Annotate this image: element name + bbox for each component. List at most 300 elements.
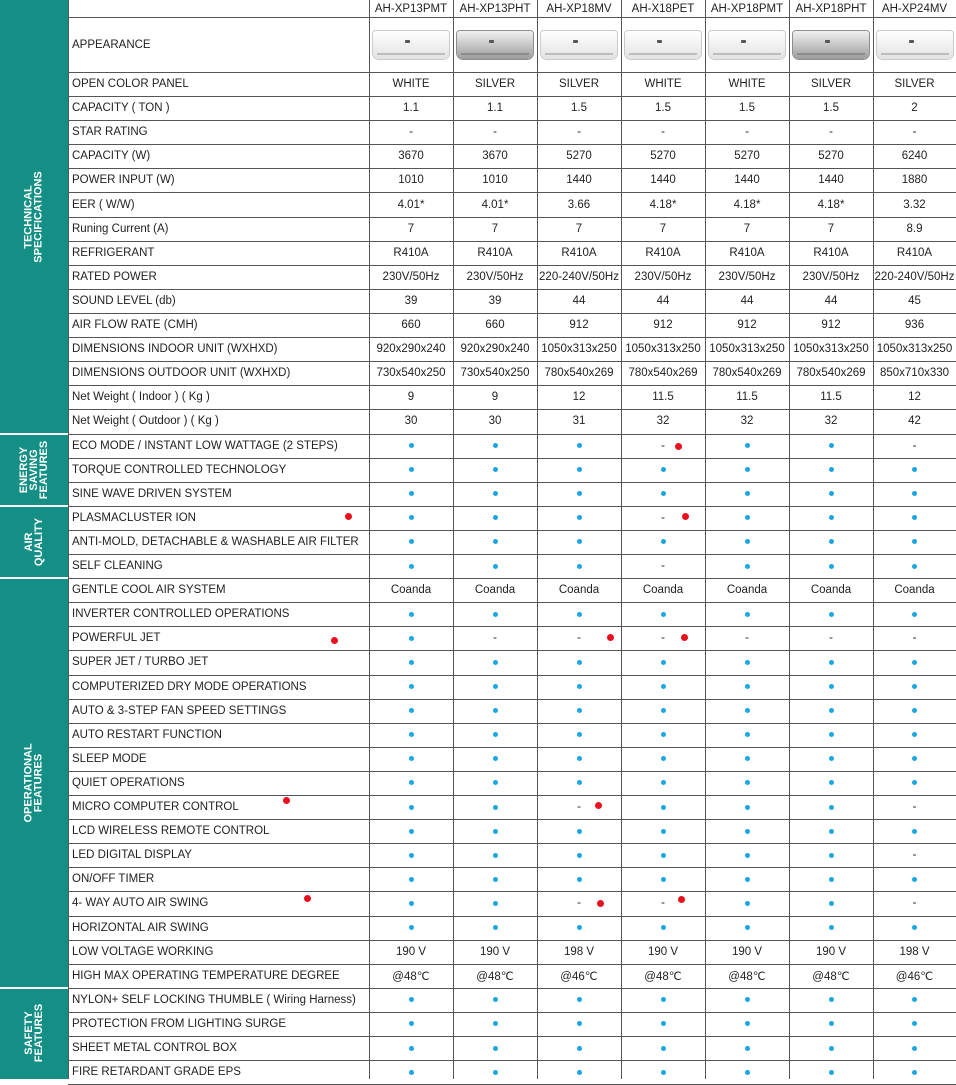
value-cell — [789, 650, 873, 674]
feature-available-dot — [661, 539, 666, 544]
feature-available-dot — [661, 684, 666, 689]
value-cell — [789, 506, 873, 530]
feature-label: NYLON+ SELF LOCKING THUMBLE ( Wiring Harness) — [72, 993, 356, 1006]
feature-label: AIR FLOW RATE (CMH) — [72, 319, 198, 332]
value-cell: 920x290x240 — [376, 343, 446, 356]
value-cell: 9 — [491, 391, 499, 404]
feature-available-dot — [829, 1046, 834, 1051]
value-cell — [369, 675, 453, 699]
value-cell: - — [829, 632, 833, 645]
section-label-text: OPERATIONAL FEATURES — [23, 743, 46, 823]
value-cell — [453, 795, 537, 819]
value-cell — [705, 771, 789, 795]
value-cell — [621, 988, 705, 1012]
feature-label: SELF CLEANING — [72, 560, 163, 573]
value-cell: Coanda — [810, 584, 852, 597]
feature-available-dot — [745, 684, 750, 689]
feature-available-dot — [912, 1070, 917, 1075]
value-cell: - — [493, 632, 497, 645]
value-cell — [369, 699, 453, 723]
value-cell — [705, 867, 789, 891]
feature-available-dot — [745, 901, 750, 906]
value-cell: 190 V — [731, 945, 763, 958]
feature-available-dot — [577, 443, 582, 448]
value-cell — [789, 843, 873, 867]
value-cell: R410A — [729, 246, 765, 259]
feature-available-dot — [493, 467, 498, 472]
value-cell — [369, 482, 453, 506]
appearance-cell — [705, 17, 789, 72]
appearance-cell — [621, 17, 705, 72]
feature-available-dot — [493, 780, 498, 785]
value-cell: 730x540x250 — [460, 367, 530, 380]
value-cell — [873, 1012, 956, 1036]
value-cell: - — [661, 511, 665, 524]
feature-label: LED DIGITAL DISPLAY — [72, 849, 192, 862]
value-cell — [789, 1036, 873, 1060]
feature-label: INVERTER CONTROLLED OPERATIONS — [72, 608, 290, 621]
value-cell: 190 V — [647, 945, 679, 958]
value-cell: 1.1 — [487, 102, 503, 115]
feature-available-dot — [829, 925, 834, 930]
feature-available-dot — [493, 829, 498, 834]
feature-available-dot — [409, 467, 414, 472]
feature-available-dot — [409, 780, 414, 785]
value-cell — [369, 626, 453, 650]
feature-available-dot — [912, 612, 917, 617]
feature-available-dot — [577, 853, 582, 858]
value-cell — [537, 602, 621, 626]
feature-available-dot — [409, 877, 414, 882]
annotation-mark — [682, 513, 689, 520]
annotation-mark — [595, 802, 602, 809]
annotation-mark — [304, 895, 311, 902]
feature-available-dot — [577, 756, 582, 761]
value-cell: 1.5 — [655, 102, 671, 115]
feature-label: STAR RATING — [72, 126, 148, 139]
value-cell — [705, 458, 789, 482]
air-conditioner-unit-icon — [709, 31, 785, 59]
feature-available-dot — [577, 467, 582, 472]
feature-label: CAPACITY ( TON ) — [72, 102, 170, 115]
feature-available-dot — [409, 805, 414, 810]
value-cell: 1.5 — [739, 102, 755, 115]
feature-available-dot — [577, 539, 582, 544]
value-cell — [705, 916, 789, 940]
feature-available-dot — [493, 539, 498, 544]
value-cell: - — [745, 632, 749, 645]
value-cell: SILVER — [810, 78, 852, 91]
feature-available-dot — [745, 877, 750, 882]
value-cell — [873, 747, 956, 771]
value-cell: 44 — [572, 294, 586, 307]
feature-available-dot — [829, 829, 834, 834]
section-label — [0, 434, 68, 506]
value-cell — [369, 1012, 453, 1036]
value-cell: 44 — [656, 294, 670, 307]
value-cell: 1050x313x250 — [793, 343, 869, 356]
feature-available-dot — [829, 1021, 834, 1026]
feature-available-dot — [493, 1021, 498, 1026]
feature-label: PLASMACLUSTER ION — [72, 511, 196, 524]
feature-available-dot — [493, 997, 498, 1002]
value-cell: 1440 — [650, 174, 676, 187]
feature-available-dot — [493, 1046, 498, 1051]
feature-available-dot — [493, 684, 498, 689]
feature-label: Runing Current (A) — [72, 222, 169, 235]
value-cell — [705, 650, 789, 674]
feature-label: Net Weight ( Outdoor ) ( Kg ) — [72, 415, 219, 428]
value-cell: 230V/50Hz — [466, 270, 524, 283]
value-cell — [369, 458, 453, 482]
value-cell — [369, 506, 453, 530]
value-cell: @48℃ — [392, 970, 430, 983]
value-cell — [537, 1012, 621, 1036]
value-cell — [873, 819, 956, 843]
value-cell: 730x540x250 — [376, 367, 446, 380]
value-cell — [369, 771, 453, 795]
feature-available-dot — [661, 780, 666, 785]
feature-label: LOW VOLTAGE WORKING — [72, 945, 214, 958]
feature-available-dot — [577, 708, 582, 713]
value-cell — [453, 699, 537, 723]
value-cell — [453, 843, 537, 867]
feature-available-dot — [493, 660, 498, 665]
value-cell — [705, 988, 789, 1012]
feature-available-dot — [912, 829, 917, 834]
feature-available-dot — [912, 925, 917, 930]
value-cell — [537, 1060, 621, 1084]
value-cell: 1050x313x250 — [625, 343, 701, 356]
feature-available-dot — [661, 1021, 666, 1026]
value-cell: 936 — [904, 319, 925, 332]
value-cell — [621, 1012, 705, 1036]
feature-available-dot — [577, 564, 582, 569]
value-cell: 1.5 — [571, 102, 587, 115]
value-cell: 190 V — [479, 945, 511, 958]
feature-label: SHEET METAL CONTROL BOX — [72, 1042, 237, 1055]
value-cell: 1010 — [482, 174, 508, 187]
value-cell: 3.66 — [567, 198, 591, 211]
feature-available-dot — [577, 925, 582, 930]
feature-available-dot — [493, 443, 498, 448]
feature-available-dot — [912, 780, 917, 785]
value-cell — [453, 554, 537, 578]
value-cell: 7 — [407, 222, 415, 235]
feature-label: RATED POWER — [72, 270, 157, 283]
value-cell — [789, 458, 873, 482]
value-cell — [789, 867, 873, 891]
feature-available-dot — [829, 877, 834, 882]
value-cell — [789, 916, 873, 940]
feature-available-dot — [912, 997, 917, 1002]
value-cell: - — [409, 126, 413, 139]
model-header: AH-X18PET — [631, 2, 695, 15]
feature-label: POWERFUL JET — [72, 632, 161, 645]
feature-available-dot — [577, 612, 582, 617]
feature-available-dot — [493, 515, 498, 520]
annotation-mark — [283, 797, 290, 804]
feature-available-dot — [829, 756, 834, 761]
value-cell: 5270 — [818, 150, 844, 163]
value-cell — [705, 554, 789, 578]
value-cell — [369, 747, 453, 771]
value-cell — [369, 602, 453, 626]
feature-available-dot — [577, 660, 582, 665]
value-cell — [369, 650, 453, 674]
value-cell — [873, 458, 956, 482]
value-cell — [705, 434, 789, 458]
value-cell: R410A — [477, 246, 513, 259]
value-cell — [537, 747, 621, 771]
appearance-cell — [789, 17, 873, 72]
value-cell: 920x290x240 — [460, 343, 530, 356]
value-cell — [705, 843, 789, 867]
unit-display-led — [573, 40, 578, 43]
value-cell: 11.5 — [820, 391, 842, 404]
feature-available-dot — [409, 660, 414, 665]
feature-available-dot — [745, 564, 750, 569]
feature-available-dot — [912, 515, 917, 520]
feature-label: GENTLE COOL AIR SYSTEM — [72, 584, 226, 597]
annotation-mark — [678, 896, 685, 903]
feature-available-dot — [912, 467, 917, 472]
value-cell — [705, 891, 789, 915]
value-cell: R410A — [645, 246, 681, 259]
value-cell — [789, 602, 873, 626]
value-cell: 2 — [911, 102, 918, 115]
value-cell: 45 — [908, 294, 921, 307]
feature-available-dot — [577, 732, 582, 737]
value-cell — [537, 988, 621, 1012]
value-cell: 230V/50Hz — [718, 270, 776, 283]
feature-available-dot — [912, 564, 917, 569]
value-cell — [369, 891, 453, 915]
feature-label: SINE WAVE DRIVEN SYSTEM — [72, 487, 232, 500]
value-cell — [369, 530, 453, 554]
unit-display-led — [405, 40, 410, 43]
feature-label: AUTO RESTART FUNCTION — [72, 728, 222, 741]
air-conditioner-unit-icon — [877, 31, 953, 59]
feature-available-dot — [745, 660, 750, 665]
feature-available-dot — [745, 1046, 750, 1051]
feature-label: DIMENSIONS OUTDOOR UNIT (WXHXD) — [72, 367, 291, 380]
value-cell: R410A — [393, 246, 429, 259]
feature-available-dot — [493, 564, 498, 569]
feature-label: SLEEP MODE — [72, 752, 147, 765]
value-cell — [873, 699, 956, 723]
value-cell: 1440 — [734, 174, 760, 187]
value-cell — [537, 650, 621, 674]
air-conditioner-unit-icon — [541, 31, 617, 59]
value-cell: - — [912, 801, 917, 814]
value-cell: 6240 — [901, 150, 928, 163]
feature-label: HORIZONTAL AIR SWING — [72, 921, 209, 934]
air-conditioner-unit-icon — [625, 31, 701, 59]
feature-available-dot — [409, 853, 414, 858]
value-cell: Coanda — [558, 584, 600, 597]
feature-available-dot — [661, 612, 666, 617]
value-cell: 39 — [404, 294, 418, 307]
value-cell: 3.32 — [903, 198, 926, 211]
value-cell — [453, 916, 537, 940]
value-cell — [453, 819, 537, 843]
feature-available-dot — [409, 491, 414, 496]
feature-label: MICRO COMPUTER CONTROL — [72, 801, 239, 814]
feature-available-dot — [409, 925, 414, 930]
value-cell: 4.18* — [733, 198, 761, 211]
value-cell: Coanda — [726, 584, 768, 597]
value-cell — [873, 554, 956, 578]
feature-available-dot — [745, 756, 750, 761]
value-cell — [621, 1060, 705, 1084]
value-cell: 1050x313x250 — [876, 343, 953, 356]
feature-available-dot — [829, 539, 834, 544]
value-cell — [453, 988, 537, 1012]
feature-available-dot — [829, 564, 834, 569]
feature-label: 4- WAY AUTO AIR SWING — [72, 897, 209, 910]
value-cell: Coanda — [390, 584, 432, 597]
feature-available-dot — [912, 684, 917, 689]
value-cell — [537, 506, 621, 530]
feature-available-dot — [409, 997, 414, 1002]
value-cell: 42 — [908, 415, 921, 428]
value-cell — [453, 506, 537, 530]
annotation-mark — [597, 900, 604, 907]
feature-available-dot — [409, 684, 414, 689]
section-label — [0, 578, 68, 988]
value-cell: 1.1 — [403, 102, 419, 115]
value-cell — [873, 602, 956, 626]
value-cell: 198 V — [899, 945, 930, 958]
value-cell — [453, 891, 537, 915]
value-cell: 780x540x269 — [712, 367, 782, 380]
feature-available-dot — [409, 612, 414, 617]
value-cell — [789, 699, 873, 723]
feature-available-dot — [577, 684, 582, 689]
value-cell — [369, 1060, 453, 1084]
value-cell: 8.9 — [906, 222, 923, 235]
feature-label: ON/OFF TIMER — [72, 873, 155, 886]
value-cell — [705, 723, 789, 747]
value-cell: - — [912, 849, 917, 862]
annotation-mark — [345, 513, 352, 520]
value-cell: 7 — [491, 222, 499, 235]
value-cell: 230V/50Hz — [802, 270, 860, 283]
feature-available-dot — [745, 467, 750, 472]
value-cell — [621, 771, 705, 795]
feature-available-dot — [912, 1021, 917, 1026]
value-cell: 780x540x269 — [628, 367, 698, 380]
value-cell — [369, 988, 453, 1012]
value-cell: @48℃ — [644, 970, 682, 983]
feature-available-dot — [745, 515, 750, 520]
value-cell — [789, 723, 873, 747]
feature-available-dot — [661, 997, 666, 1002]
appearance-cell — [369, 17, 453, 72]
value-cell: 9 — [407, 391, 415, 404]
value-cell — [453, 867, 537, 891]
section-label-text: SAFETY FEATURES — [23, 1004, 45, 1063]
value-cell — [621, 458, 705, 482]
unit-display-led — [741, 40, 746, 43]
unit-display-led — [657, 40, 662, 43]
feature-available-dot — [493, 925, 498, 930]
feature-available-dot — [829, 612, 834, 617]
feature-label: SUPER JET / TURBO JET — [72, 656, 209, 669]
value-cell: 44 — [740, 294, 754, 307]
value-cell: @48℃ — [812, 970, 850, 983]
value-cell: @46℃ — [895, 970, 934, 983]
value-cell — [453, 1012, 537, 1036]
appearance-cell — [453, 17, 537, 72]
feature-label: SOUND LEVEL (db) — [72, 294, 176, 307]
feature-available-dot — [745, 780, 750, 785]
feature-available-dot — [409, 756, 414, 761]
value-cell: - — [912, 632, 917, 645]
value-cell — [537, 482, 621, 506]
feature-available-dot — [409, 829, 414, 834]
value-cell — [369, 434, 453, 458]
air-conditioner-unit-icon — [373, 31, 449, 59]
value-cell — [453, 771, 537, 795]
feature-label: COMPUTERIZED DRY MODE OPERATIONS — [72, 680, 307, 693]
feature-available-dot — [577, 997, 582, 1002]
value-cell — [789, 747, 873, 771]
feature-available-dot — [829, 515, 834, 520]
feature-available-dot — [745, 997, 750, 1002]
value-cell: 32 — [656, 415, 670, 428]
feature-available-dot — [745, 1021, 750, 1026]
appearance-cell — [537, 17, 621, 72]
feature-available-dot — [409, 901, 414, 906]
value-cell: 912 — [737, 319, 757, 332]
value-cell: 39 — [488, 294, 502, 307]
value-cell: - — [661, 897, 665, 910]
value-cell: - — [661, 560, 665, 573]
value-cell — [789, 1060, 873, 1084]
feature-available-dot — [661, 1070, 666, 1075]
feature-available-dot — [661, 708, 666, 713]
value-cell: 780x540x269 — [796, 367, 866, 380]
feature-available-dot — [829, 1070, 834, 1075]
value-cell: 660 — [485, 319, 505, 332]
value-cell: 4.01* — [397, 198, 425, 211]
value-cell: 5270 — [650, 150, 676, 163]
value-cell — [873, 675, 956, 699]
value-cell — [537, 675, 621, 699]
feature-label: PROTECTION FROM LIGHTING SURGE — [72, 1017, 287, 1030]
feature-available-dot — [493, 877, 498, 882]
feature-available-dot — [409, 732, 414, 737]
section-label — [0, 506, 68, 578]
value-cell — [705, 747, 789, 771]
value-cell: 1050x313x250 — [709, 343, 785, 356]
value-cell: Coanda — [894, 584, 935, 597]
feature-available-dot — [493, 491, 498, 496]
feature-available-dot — [912, 1046, 917, 1051]
feature-available-dot — [912, 756, 917, 761]
value-cell: Coanda — [642, 584, 684, 597]
appearance-label: APPEARANCE — [72, 38, 151, 51]
section-label — [0, 0, 68, 434]
value-cell: 30 — [404, 415, 418, 428]
annotation-mark — [681, 634, 688, 641]
feature-available-dot — [745, 708, 750, 713]
feature-available-dot — [829, 997, 834, 1002]
value-cell — [537, 699, 621, 723]
value-cell: SILVER — [894, 78, 935, 91]
